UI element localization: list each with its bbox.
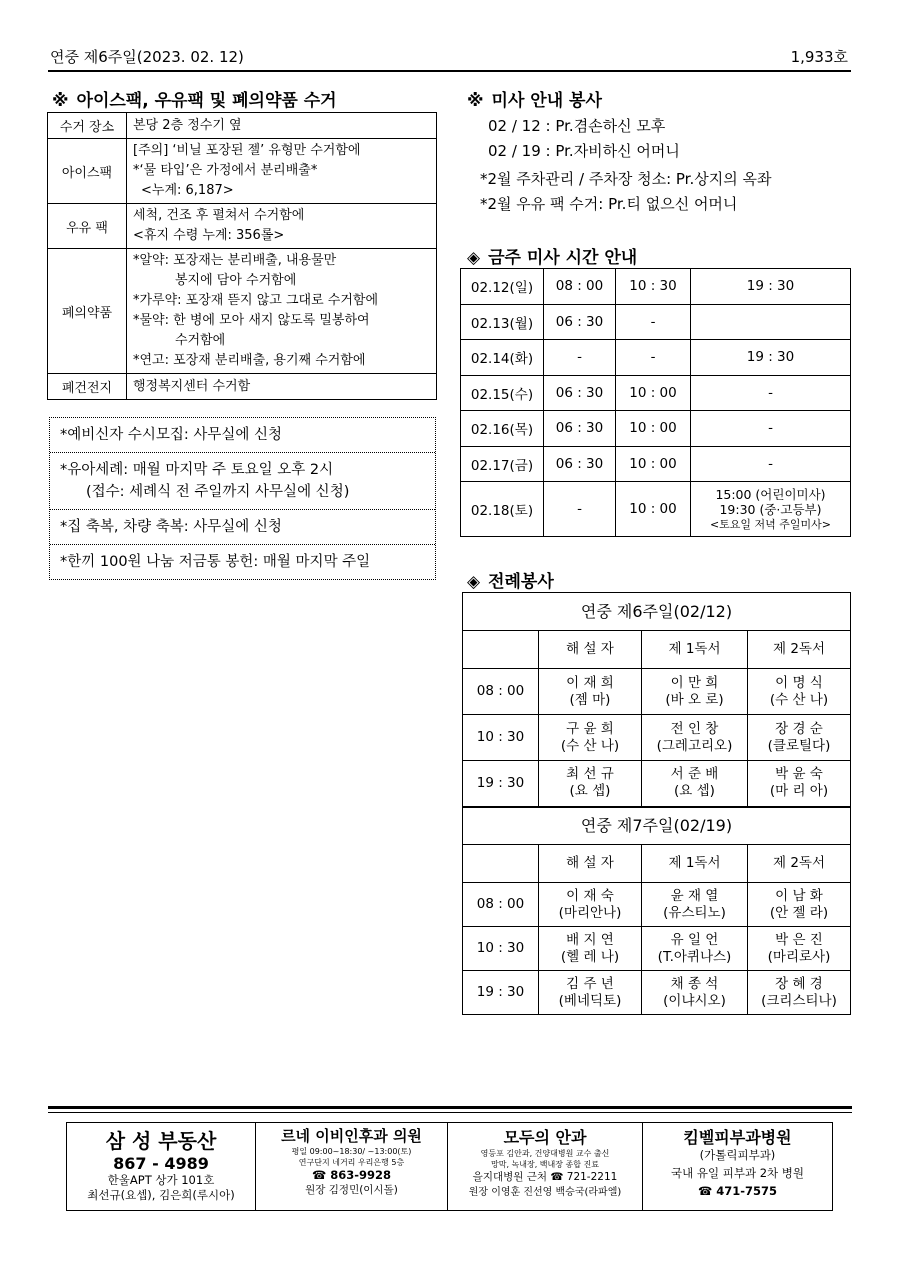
row-label: 폐의약품 bbox=[48, 249, 127, 374]
liturgy-title: ◈ 전례봉사 bbox=[467, 572, 554, 592]
issue-date: 연중 제6주일(2023. 02. 12) bbox=[50, 48, 244, 66]
row-value: 세척, 건조 후 펼쳐서 수거함에 <휴지 수령 누계: 356롤> bbox=[127, 204, 437, 249]
row-label: 수거 장소 bbox=[48, 113, 127, 139]
liturgy-table bbox=[462, 592, 851, 1015]
row-label: 우유 팩 bbox=[48, 204, 127, 249]
week-header: 연중 제7주일(02/19) bbox=[463, 807, 851, 845]
service-line: *2월 우유 팩 수거: Pr.티 없으신 어머니 bbox=[480, 195, 738, 213]
notice-item: *한끼 100원 나눔 저금통 봉헌: 매월 마지막 주일 bbox=[60, 554, 371, 570]
role-header: 해 설 자 제 1독서 제 2독서 bbox=[463, 845, 851, 883]
table-row bbox=[48, 139, 437, 204]
table-row: 02.16(목) 06 : 30 10 : 00 - bbox=[461, 411, 851, 447]
mass-times-title: ◈ 금주 미사 시간 안내 bbox=[467, 248, 638, 268]
table-row: 02.12(일) 08 : 00 10 : 30 19 : 30 bbox=[461, 269, 851, 305]
mass-service-list bbox=[480, 114, 771, 217]
table-row: 02.13(월) 06 : 30 - bbox=[461, 304, 851, 340]
row-value: 본당 2층 정수기 옆 bbox=[127, 113, 437, 139]
diamond-icon: ◈ bbox=[467, 572, 481, 592]
notice-item: *집 축복, 차량 축복: 사무실에 신청 bbox=[50, 510, 435, 545]
issue-number: 1,933호 bbox=[790, 48, 848, 66]
reference-mark-icon: ※ bbox=[467, 91, 484, 111]
service-line: *2월 주차관리 / 주차장 청소: Pr.상지의 옥좌 bbox=[480, 170, 772, 188]
ad-real-estate: 삼 성 부동산 867 - 4989 한울APT 상가 101호 최선규(요셉), 김은희(루시아) bbox=[67, 1123, 256, 1210]
row-value: 행정복지센터 수거함 bbox=[127, 374, 437, 400]
table-row: 02.17(금) 06 : 30 10 : 00 - bbox=[461, 446, 851, 482]
mass-service-title: ※ 미사 안내 봉사 bbox=[467, 91, 602, 111]
notice-box bbox=[49, 417, 436, 580]
table-row: 10 : 30 구 윤 희 (수 산 나) 전 인 창 (그레고리오) 장 경 순 (클로틸다) bbox=[463, 715, 851, 761]
notice-item: *유아세례: 매월 마지막 주 토요일 오후 2시 (접수: 세례식 전 주일까지 사무실에 신청) bbox=[50, 453, 435, 510]
header-divider bbox=[48, 70, 851, 72]
row-label: 아이스팩 bbox=[48, 139, 127, 204]
diamond-icon: ◈ bbox=[467, 248, 481, 268]
collection-title: ※ 아이스팩, 우유팩 및 폐의약품 수거 bbox=[52, 91, 337, 111]
table-row bbox=[48, 204, 437, 249]
footer-divider bbox=[48, 1106, 852, 1109]
table-row: 08 : 00 이 재 희 (젬 마) 이 만 희 (바 오 로) 이 명 식 (수 산 나) bbox=[463, 669, 851, 715]
collection-table bbox=[47, 112, 437, 400]
table-row bbox=[48, 113, 437, 139]
row-label: 폐건전지 bbox=[48, 374, 127, 400]
service-line: 02 / 19 : Pr.자비하신 어머니 bbox=[488, 142, 680, 160]
role-header: 해 설 자 제 1독서 제 2독서 bbox=[463, 631, 851, 669]
ad-ent-clinic: 르네 이비인후과 의원 평일 09:00~18:30/ ~13:00(토) 연구단지 네거리 우리은행 5층 ☎ 863-9928 원장 김정민(이시돌) bbox=[256, 1123, 448, 1210]
table-row: 19 : 30 김 주 년 (베네딕토) 채 종 석 (이냐시오) 장 혜 경 (크리스티나) bbox=[463, 971, 851, 1015]
table-row: 02.15(수) 06 : 30 10 : 00 - bbox=[461, 375, 851, 411]
notice-item: *예비신자 수시모집: 사무실에 신청 bbox=[50, 418, 435, 453]
mass-times-table bbox=[460, 268, 851, 537]
table-row: 02.18(토) - 10 : 00 15:00 (어린이미사) 19:30 (중·고등부) <토요일 저녁 주일미사> bbox=[461, 482, 851, 537]
reference-mark-icon: ※ bbox=[52, 91, 69, 111]
footer-divider bbox=[48, 1112, 852, 1113]
table-row: 08 : 00 이 재 숙 (마리안나) 윤 재 열 (유스티노) 이 남 화 (안 젤 라) bbox=[463, 883, 851, 927]
table-row bbox=[48, 249, 437, 374]
ad-eye-clinic: 모두의 안과 영등포 김안과, 건양대병원 교수 출신 망막, 녹내장, 백내장 종합 진료 을지대병원 근처 ☎ 721-2211 원장 이영훈 진선영 백승국(라파엘) bbox=[448, 1123, 643, 1210]
table-row bbox=[48, 374, 437, 400]
row-value: [주의] ‘비닐 포장된 젤’ 유형만 수거함에 *‘물 타입’은 가정에서 분리배출* <누계: 6,187> bbox=[127, 139, 437, 204]
table-row: 19 : 30 최 선 규 (요 셉) 서 준 배 (요 셉) 박 윤 숙 (마 리 아) bbox=[463, 761, 851, 807]
week-header: 연중 제6주일(02/12) bbox=[463, 593, 851, 631]
service-line: 02 / 12 : Pr.겸손하신 모후 bbox=[488, 117, 666, 135]
ad-dermatology: 킴벨피부과병원 (가톨릭피부과) 국내 유일 피부과 2차 병원 ☎ 471-7575 bbox=[670, 1128, 805, 1198]
table-row: 02.14(화) - - 19 : 30 bbox=[461, 340, 851, 376]
row-value: *알약: 포장재는 분리배출, 내용물만 봉지에 담아 수거함에 *가루약: 포장재 뜯지 않고 그대로 수거함에 *물약: 한 병에 모아 새지 않도록 밀봉하여 수거함에 *연고: 포장재 분리배출, 용기째 수거함에 bbox=[127, 249, 437, 374]
ad-strip bbox=[66, 1122, 833, 1211]
table-row: 10 : 30 배 지 연 (헬 레 나) 유 일 언 (T.아퀴나스) 박 은 진 (마리로사) bbox=[463, 927, 851, 971]
